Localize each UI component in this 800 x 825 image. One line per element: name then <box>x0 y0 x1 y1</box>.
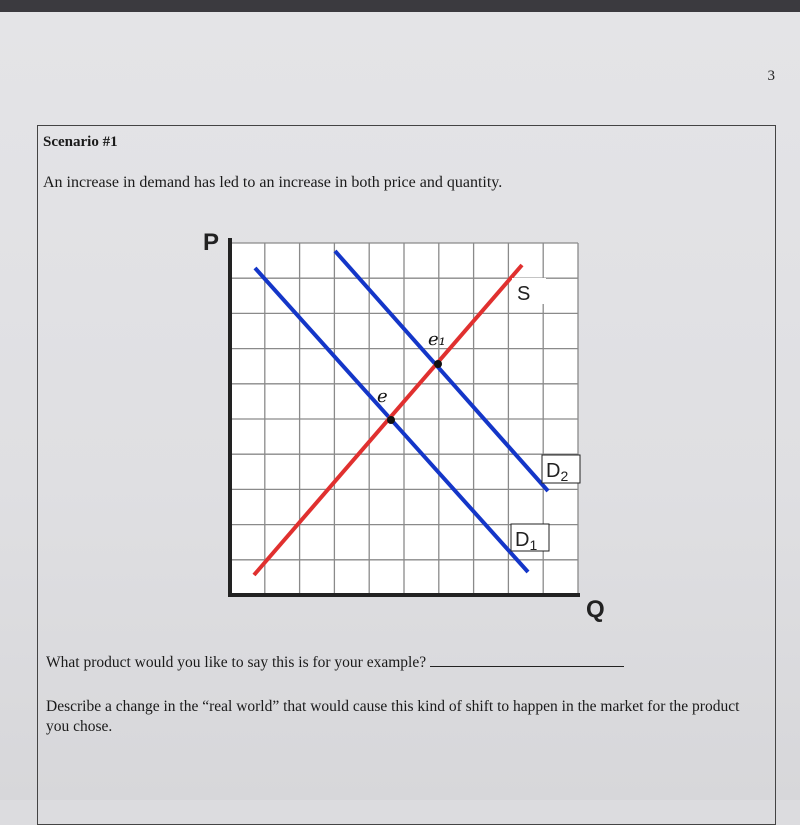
d2-label: $D_2$ <box>546 460 569 484</box>
scenario-description: An increase in demand has led to an increase in both price and quantity. <box>43 174 503 191</box>
question-real-world: Describe a change in the “real world” that would cause this kind of shift to happen in the market for the product you chose. <box>46 698 740 735</box>
question-product <box>46 654 624 672</box>
equilibrium-point-e <box>387 416 395 424</box>
y-axis-label: P <box>203 229 220 256</box>
d1-label: $D_1$ <box>515 529 538 553</box>
question-product-text: What product would you like to say this is for your example? <box>46 654 427 671</box>
supply-label: S <box>517 283 531 305</box>
handwritten-e: e <box>377 386 388 407</box>
answer-blank[interactable] <box>430 654 624 667</box>
handwritten-e1: e₁ <box>428 329 446 350</box>
equilibrium-point-e1 <box>434 360 442 368</box>
scenario-title: Scenario #1 <box>43 134 118 150</box>
page-number: 3 <box>767 68 775 84</box>
x-axis-label: Q <box>586 596 605 623</box>
